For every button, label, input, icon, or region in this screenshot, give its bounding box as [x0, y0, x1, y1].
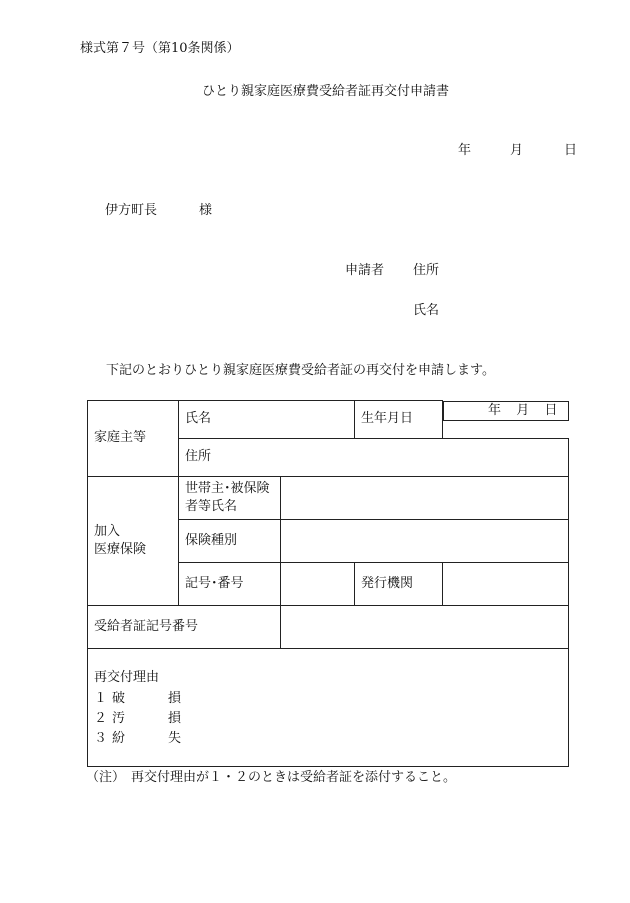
birth-date-label: 生年月日 [355, 401, 443, 439]
insured-name-label-line1: 世帯主･被保険 [185, 480, 270, 496]
note-text: 再交付理由が１・２のときは受給者証を添付すること。 [131, 770, 457, 785]
date-year-label: 年 [458, 143, 472, 158]
note-label: （注） [86, 770, 126, 785]
insured-name-label-line2: 者等氏名 [185, 499, 238, 514]
birth-date-field[interactable] [443, 401, 569, 421]
household-address-cell: 住所 [179, 439, 569, 477]
reason-item[interactable] [94, 729, 562, 749]
reason-char-a: 破 [112, 691, 126, 707]
household-name-cell: 氏名 [179, 401, 355, 439]
page-title: ひとり親家庭医療費受給者証再交付申請書 [202, 84, 450, 99]
birth-year-label: 年 [488, 402, 502, 418]
applicant-address-label: 住所 [413, 263, 440, 278]
reissue-reason-cell [88, 649, 569, 767]
birth-month-label: 月 [516, 402, 530, 418]
reason-char-b: 損 [168, 691, 182, 707]
reissue-reason-title: 再交付理由 [94, 670, 160, 685]
application-form-table [87, 400, 569, 767]
reason-char-a: 紛 [112, 731, 126, 747]
reason-number: １ [94, 691, 108, 707]
issuing-agency-field[interactable] [443, 563, 569, 606]
intro-text: 下記のとおりひとり親家庭医療費受給者証の再交付を申請します。 [106, 363, 495, 378]
certificate-number-field[interactable] [281, 606, 569, 649]
addressee-honorific: 様 [199, 203, 213, 218]
household-head-label: 家庭主等 [88, 401, 179, 477]
reason-item[interactable] [94, 709, 562, 729]
date-month-label: 月 [510, 143, 524, 158]
date-day-label: 日 [564, 143, 578, 158]
symbol-number-label: 記号･番号 [179, 563, 281, 606]
insurance-type-field[interactable] [281, 520, 569, 563]
reason-char-b: 失 [168, 731, 182, 747]
insurance-label-cell [88, 477, 179, 606]
insurance-label-line1: 加入 [94, 523, 121, 539]
issuing-agency-label: 発行機関 [355, 563, 443, 606]
symbol-number-field[interactable] [281, 563, 355, 606]
reason-number: ２ [94, 711, 108, 727]
insurance-label-line2: 医療保険 [94, 542, 147, 557]
certificate-number-label: 受給者証記号番号 [88, 606, 281, 649]
reason-item[interactable] [94, 689, 562, 709]
applicant-label: 申請者 [345, 263, 385, 278]
birth-day-label: 日 [544, 402, 558, 418]
insured-name-field[interactable] [281, 477, 569, 520]
form-number: 様式第７号（第10条関係） [80, 41, 240, 56]
reason-char-b: 損 [168, 711, 182, 727]
insured-name-label-cell [179, 477, 281, 520]
reason-number: ３ [94, 731, 108, 747]
insurance-type-label: 保険種別 [179, 520, 281, 563]
reason-char-a: 汚 [112, 711, 126, 727]
applicant-name-label: 氏名 [413, 303, 440, 318]
addressee-name: 伊方町長 [105, 203, 158, 218]
